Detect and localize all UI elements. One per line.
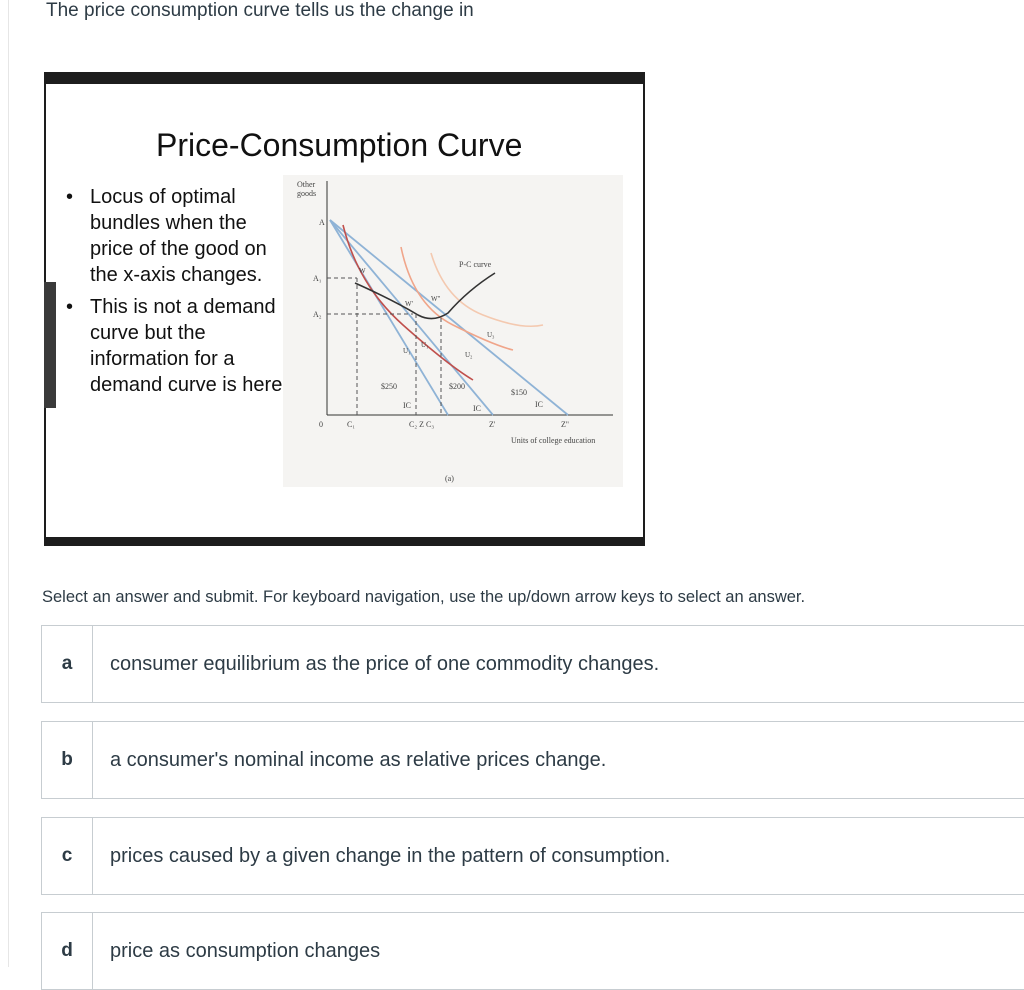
graph-caption: (a) — [445, 474, 454, 483]
slide-bullets — [64, 184, 294, 404]
choice-text: price as consumption changes — [110, 939, 381, 962]
ic-label: IC — [403, 401, 411, 410]
choice-letter: c — [42, 818, 93, 894]
x-tick-z-double-prime: Z'' — [561, 420, 569, 429]
price-label-250: $250 — [381, 382, 397, 391]
y-axis-label: Other — [297, 180, 316, 189]
slide-bullet: • This is not a demand curve but the information for a demand curve is here — [64, 294, 294, 398]
y-label-a: A — [319, 218, 325, 227]
pc-curve-label: P-C curve — [459, 260, 492, 269]
bundle-label-w-prime: W' — [405, 300, 413, 308]
answer-choice-b[interactable] — [41, 721, 1024, 799]
choice-text: a consumer's nominal income as relative prices change. — [110, 748, 607, 771]
utility-label: U₁ — [421, 341, 429, 349]
choice-letter: b — [42, 722, 93, 798]
answer-choice-a[interactable] — [41, 625, 1024, 703]
price-label-150: $150 — [511, 388, 527, 397]
choice-text: consumer equilibrium as the price of one commodity changes. — [110, 652, 660, 675]
y-label-a2: A₂ — [313, 310, 322, 319]
left-border — [8, 0, 9, 967]
bundle-label-w-double-prime: W'' — [431, 295, 441, 303]
ic-label: IC — [473, 404, 481, 413]
slide-side-tab — [44, 282, 56, 408]
x-tick-c2-z-c3: C₂ Z C₃ — [409, 420, 435, 429]
ic-label: IC — [535, 400, 543, 409]
question-text: The price consumption curve tells us the change in — [46, 0, 474, 21]
x-tick-z-prime: Z' — [489, 420, 496, 429]
answer-choice-d[interactable] — [41, 912, 1024, 990]
price-consumption-graph — [283, 175, 623, 487]
slide-bullet: • Locus of optimal bundles when the price of the good on the x-axis changes. — [64, 184, 294, 288]
price-label-200: $200 — [449, 382, 465, 391]
utility-label: U₃ — [487, 331, 495, 339]
choice-letter: a — [42, 626, 93, 702]
y-label-a1: A₁ — [313, 274, 322, 283]
answer-instructions: Select an answer and submit. For keyboard navigation, use the up/down arrow keys to select an answer. — [42, 588, 806, 606]
bundle-label-w: W — [359, 267, 366, 275]
utility-label: U₁ — [403, 347, 411, 355]
answer-choice-c[interactable] — [41, 817, 1024, 895]
x-axis-label: Units of college education — [511, 436, 596, 445]
utility-label: U₂ — [465, 351, 473, 359]
x-tick-c1: C₁ — [347, 420, 356, 429]
origin-label: 0 — [319, 420, 323, 429]
slide-title: Price-Consumption Curve — [156, 127, 523, 163]
choice-text: prices caused by a given change in the pattern of consumption. — [110, 844, 671, 867]
y-axis-label: goods — [297, 189, 317, 198]
choice-letter: d — [42, 913, 93, 989]
